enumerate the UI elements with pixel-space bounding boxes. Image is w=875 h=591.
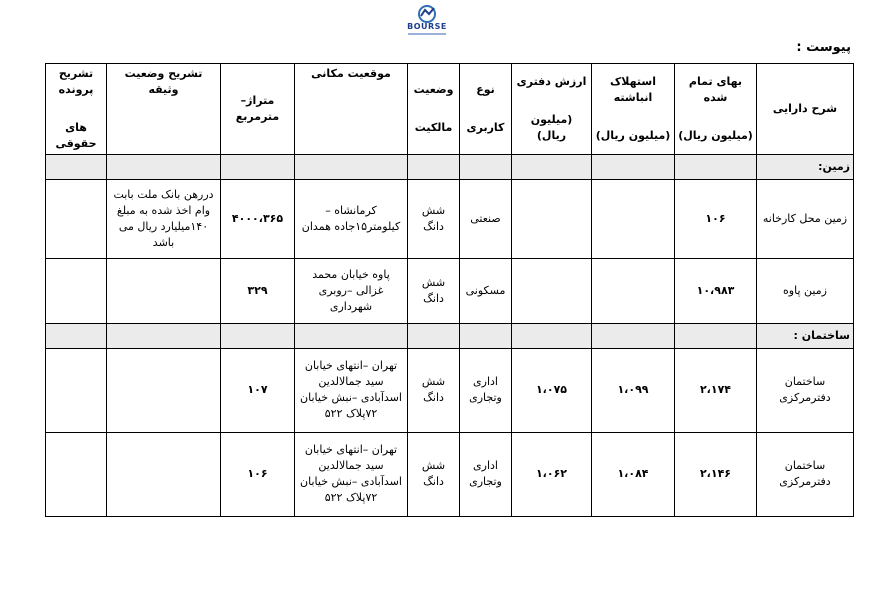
cell-cost: ۱۰۶ [675, 179, 757, 258]
cell-cost: ۱۰،۹۸۳ [675, 258, 757, 323]
cell-usage: صنعتی [460, 179, 512, 258]
cell-usage: اداری وتجاری [460, 432, 512, 516]
cell-collateral: دررهن بانک ملت بابت وام اخذ شده به مبلغ ۱۴۰میلیارد ریال می باشد [107, 179, 221, 258]
logo-mark-icon [414, 4, 440, 24]
cell-legal [46, 258, 107, 323]
table-row [46, 179, 854, 258]
cell-area: ۴۰۰۰،۳۶۵ [221, 179, 295, 258]
cell-area: ۱۰۷ [221, 348, 295, 432]
col-header-collateral: تشریح وضعیت وثیقه [107, 64, 221, 155]
section-title: زمین: [757, 154, 854, 179]
logo-underline [408, 33, 446, 35]
cell-desc: زمین محل کارخانه [757, 179, 854, 258]
col-header-usage: نوع کاربری [460, 64, 512, 155]
cell-desc: ساختمان دفترمرکزی [757, 432, 854, 516]
cell-depreciation: ۱،۰۸۴ [592, 432, 675, 516]
cell-location: پاوه خیابان محمد غزالی –روبری شهرداری [295, 258, 408, 323]
cell-location: تهران –انتهای خیابان سید جمالالدین اسدآبادی –نبش خیابان ۷۲پلاک ۵۲۲ [295, 348, 408, 432]
col-header-ownership: وضعیت مالکیت [408, 64, 460, 155]
cell-collateral [107, 258, 221, 323]
col-header-asset-desc: شرح دارایی [757, 64, 854, 155]
col-header-depreciation: استهلاک انباشته (میلیون ریال) [592, 64, 675, 155]
logo-wordmark: BOURSE [407, 22, 447, 31]
col-header-area: متراژ– مترمربع [221, 64, 295, 155]
col-header-book-value: ارزش دفتری (میلیون ریال) [512, 64, 592, 155]
cell-book-value: ۱،۰۶۲ [512, 432, 592, 516]
section-row-building [46, 323, 854, 348]
table-row [46, 258, 854, 323]
col-header-legal: تشریح پرونده های حقوقی [46, 64, 107, 155]
cell-cost: ۲،۱۷۴ [675, 348, 757, 432]
cell-usage: اداری وتجاری [460, 348, 512, 432]
cell-legal [46, 179, 107, 258]
cell-collateral [107, 432, 221, 516]
cell-legal [46, 432, 107, 516]
cell-desc: ساختمان دفترمرکزی [757, 348, 854, 432]
cell-ownership: شش دانگ [408, 432, 460, 516]
cell-depreciation: ۱،۰۹۹ [592, 348, 675, 432]
cell-book-value [512, 258, 592, 323]
cell-legal [46, 348, 107, 432]
cell-location: کرمانشاه – کیلومتر۱۵جاده همدان [295, 179, 408, 258]
cell-usage: مسکونی [460, 258, 512, 323]
col-header-cost: بهای تمام شده (میلیون ریال) [675, 64, 757, 155]
cell-cost: ۲،۱۴۶ [675, 432, 757, 516]
cell-area: ۱۰۶ [221, 432, 295, 516]
cell-ownership: شش دانگ [408, 258, 460, 323]
section-row-land [46, 154, 854, 179]
cell-book-value: ۱،۰۷۵ [512, 348, 592, 432]
section-title: ساختمان : [757, 323, 854, 348]
cell-location: تهران –انتهای خیابان سید جمالالدین اسدآبادی –نبش خیابان ۷۲پلاک ۵۲۲ [295, 432, 408, 516]
header-row [46, 64, 854, 155]
cell-book-value [512, 179, 592, 258]
cell-ownership: شش دانگ [408, 179, 460, 258]
assets-table [45, 63, 854, 517]
col-header-location: موقعیت مکانی [295, 64, 408, 155]
cell-collateral [107, 348, 221, 432]
attachment-label: پیوست : [796, 40, 851, 55]
table-row [46, 348, 854, 432]
cell-depreciation [592, 258, 675, 323]
bourse-logo [402, 4, 452, 40]
table-row [46, 432, 854, 516]
cell-desc: زمین پاوه [757, 258, 854, 323]
cell-area: ۳۲۹ [221, 258, 295, 323]
cell-depreciation [592, 179, 675, 258]
cell-ownership: شش دانگ [408, 348, 460, 432]
